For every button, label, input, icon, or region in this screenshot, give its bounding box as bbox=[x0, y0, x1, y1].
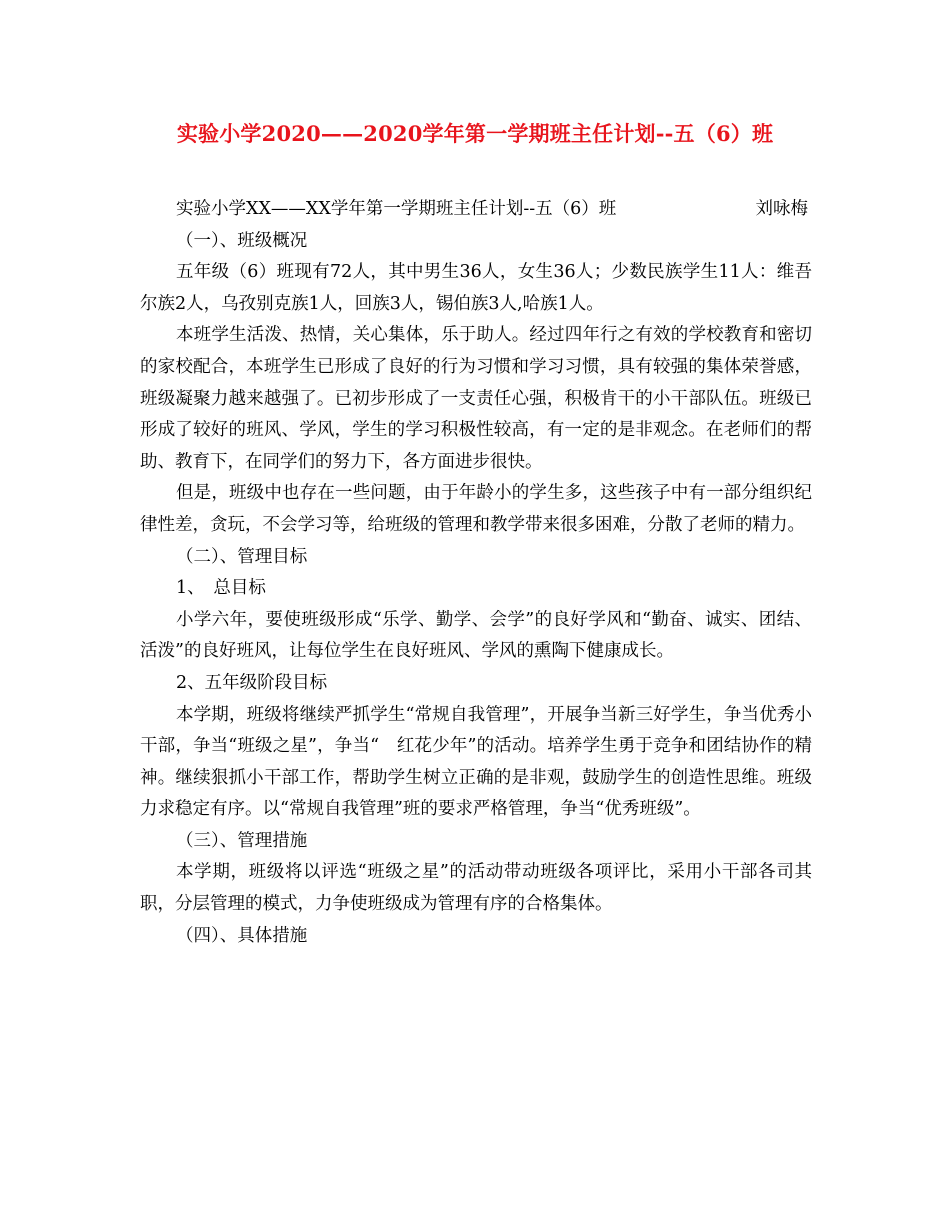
paragraph-class-problems: 但是，班级中也存在一些问题，由于年龄小的学生多，这些孩子中有一部分组织纪律性差，贪玩，不会学习等，给班级的管理和教学带来很多困难，分散了老师的精力。 bbox=[140, 483, 812, 535]
section-heading-management-goals: （二）、管理目标 bbox=[176, 546, 308, 567]
paragraph-management-measures: 本学期，班级将以评选“班级之星”的活动带动班级各项评比，采用小干部各司其职，分层管理的模式，力争使班级成为管理有序的合格集体。 bbox=[140, 862, 812, 915]
document-title: 实验小学2020——2020学年第一学期班主任计划--五（6）班 bbox=[176, 121, 774, 146]
section-heading-specific-measures: （四）、具体措施 bbox=[176, 925, 308, 946]
paragraph-class-strengths: 本班学生活泼、热情，关心集体，乐于助人。经过四年行之有效的学校教育和密切的家校配合，本班学生已形成了良好的行为习惯和学习习惯，具有较强的集体荣誉感，班级凝聚力越来越强了。已初步形成了一支责任心强，积极肯干的小干部队伍。班级已形成了较好的班风、学风，学生的学习积极性较高，有一定的是非观念。在老师们的帮助、教育下，在同学们的努力下，各方面进步很快。 bbox=[140, 325, 812, 472]
subtitle-row bbox=[140, 194, 812, 226]
author-name: 刘咏梅 bbox=[755, 199, 808, 219]
subheading-overall-goal: 1、 总目标 bbox=[176, 578, 266, 599]
paragraph-overall-goal: 小学六年，要使班级形成“乐学、勤学、会学”的良好学风和“勤奋、诚实、团结、活泼”的良好班风，让每位学生在良好班风、学风的熏陶下健康成长。 bbox=[140, 609, 812, 662]
subheading-stage-goal: 2、五年级阶段目标 bbox=[176, 672, 328, 693]
document-body bbox=[140, 194, 812, 952]
section-heading-class-overview: （一）、班级概况 bbox=[176, 230, 308, 251]
paragraph-stage-goal: 本学期，班级将继续严抓学生“常规自我管理”，开展争当新三好学生，争当优秀小干部，争当“班级之星”，争当“ 红花少年”的活动。培养学生勇于竞争和团结协作的精神。继续狠抓小干部工作，帮助学生树立正确的是非观，鼓励学生的创造性思维。班级力求稳定有序。以“常规自我管理”班的要求严格管理，争当“优秀班级”。 bbox=[140, 704, 812, 820]
paragraph-class-composition: 五年级（6）班现有72人，其中男生36人，女生36人；少数民族学生11人：维吾尔族2人，乌孜别克族1人，回族3人，锡伯族3人,哈族1人。 bbox=[140, 262, 812, 314]
section-heading-management-measures: （三）、管理措施 bbox=[176, 830, 308, 851]
document-subtitle: 实验小学XX——XX学年第一学期班主任计划--五（6）班 bbox=[176, 199, 617, 219]
